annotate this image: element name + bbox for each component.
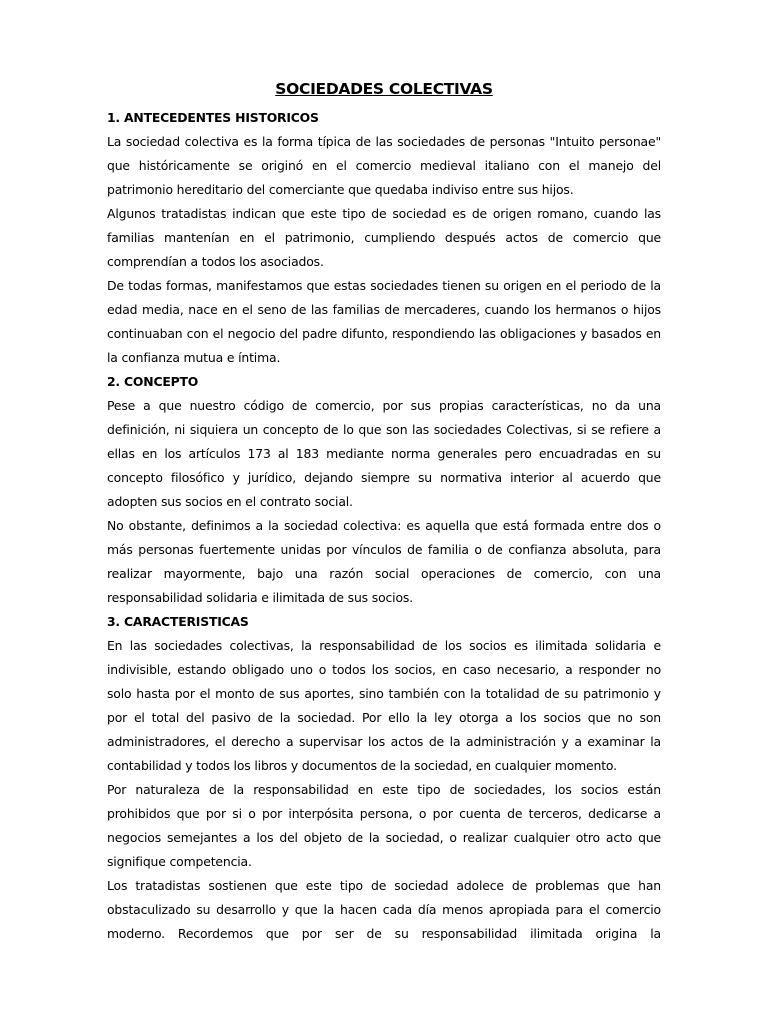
section-heading: 2. CONCEPTO xyxy=(107,374,199,389)
paragraph: Algunos tratadistas indican que este tipo de sociedad es de origen romano, cuando las familias mantenían en el patrimonio, cumpliendo después actos de comercio que comprendían a todos los asociados. xyxy=(107,206,661,269)
paragraph: Los tratadistas sostienen que este tipo de sociedad adolece de problemas que han obstaculizado su desarrollo y que la hacen cada día menos apropiada para el comercio moderno. Recordemos que por ser de su responsabilidad ilimitada origina la xyxy=(107,878,661,941)
section-heading: 1. ANTECEDENTES HISTORICOS xyxy=(107,110,319,125)
document-title: SOCIEDADES COLECTIVAS xyxy=(275,80,493,98)
section-concepto xyxy=(107,370,661,610)
paragraph: De todas formas, manifestamos que estas sociedades tienen su origen en el periodo de la edad media, nace en el seno de las familias de mercaderes, cuando los hermanos o hijos continuaban con el negocio del padre difunto, respondiendo las obligaciones y basados en la confianza mutua e íntima. xyxy=(107,278,661,365)
section-heading: 3. CARACTERISTICAS xyxy=(107,614,249,629)
paragraph: No obstante, definimos a la sociedad colectiva: es aquella que está formada entre dos o más personas fuertemente unidas por vínculos de familia o de confianza absoluta, para realizar mayormente, bajo una razón social operaciones de comercio, con una responsabilidad solidaria e ilimitada de sus socios. xyxy=(107,518,661,605)
section-antecedentes xyxy=(107,106,661,370)
paragraph: Pese a que nuestro código de comercio, por sus propias características, no da una definición, ni siquiera un concepto de lo que son las sociedades Colectivas, si se refiere a ellas en los artículos 173 al 183 mediante norma generales pero encuadradas en su concepto filosófico y jurídico, dejando siempre su normativa interior al acuerdo que adopten sus socios en el contrato social. xyxy=(107,398,661,509)
paragraph: Por naturaleza de la responsabilidad en este tipo de sociedades, los socios están prohibidos que por si o por interpósita persona, o por cuenta de terceros, dedicarse a negocios semejantes a los del objeto de la sociedad, o realizar cualquier otro acto que signifique competencia. xyxy=(107,782,661,869)
section-caracteristicas xyxy=(107,610,661,946)
paragraph: La sociedad colectiva es la forma típica de las sociedades de personas "Intuito personae" que históricamente se originó en el comercio medieval italiano con el manejo del patrimonio hereditario del comerciante que quedaba indiviso entre sus hijos. xyxy=(107,134,661,197)
paragraph: En las sociedades colectivas, la responsabilidad de los socios es ilimitada solidaria e indivisible, estando obligado uno o todos los socios, en caso necesario, a responder no solo hasta por el monto de sus aportes, sino también con la totalidad de su patrimonio y por el total del pasivo de la sociedad. Por ello la ley otorga a los socios que no son administradores, el derecho a supervisar los actos de la administración y a examinar la contabilidad y todos los libros y documentos de la sociedad, en cualquier momento. xyxy=(107,638,661,773)
